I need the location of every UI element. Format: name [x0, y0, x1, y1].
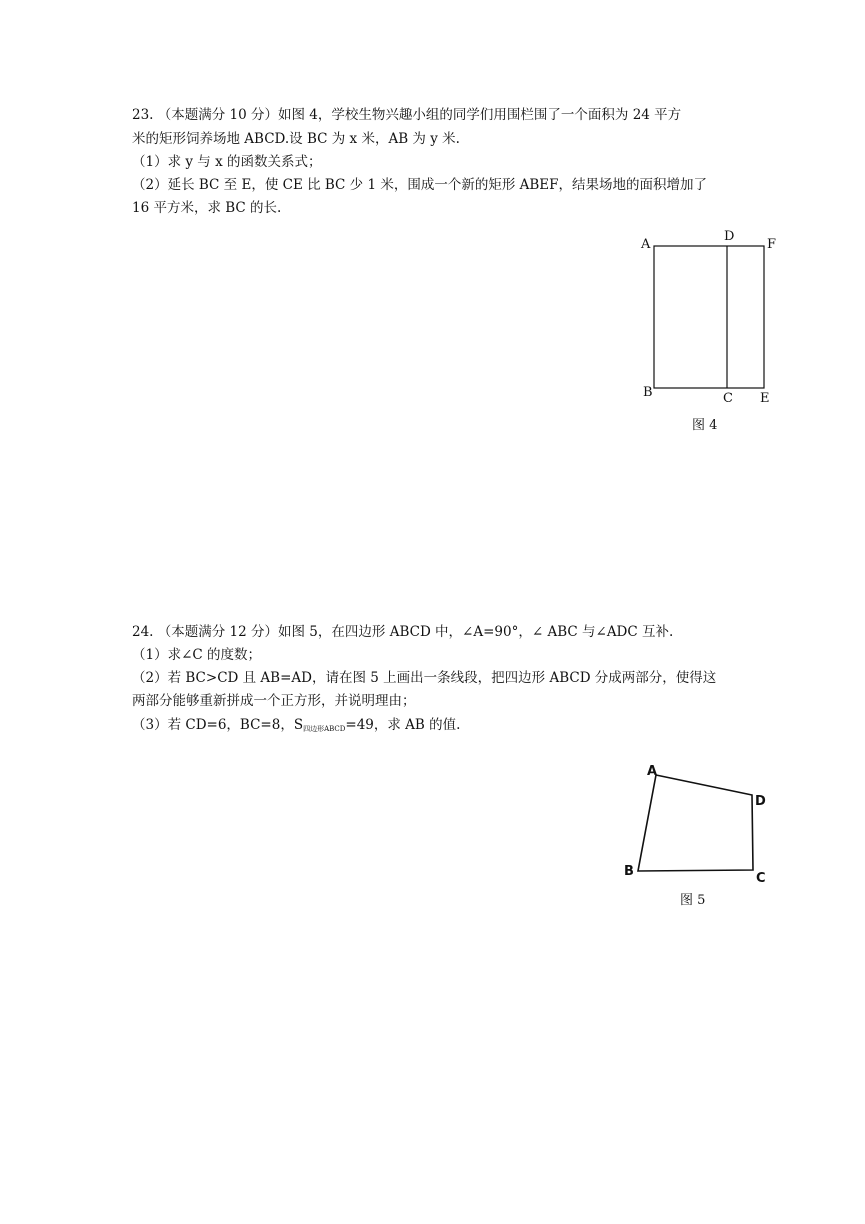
fig4-label-b: B	[643, 385, 653, 400]
fig4-caption: 图 4	[692, 418, 718, 433]
fig4-label-d: D	[724, 229, 735, 244]
fig5-label-d: D	[755, 794, 766, 809]
q23-line-5: 16 平方米，求 BC 的长.	[132, 200, 282, 216]
q23-part-2: （2）延长 BC 至 E，使 CE 比 BC 少 1 米，围成一个新的矩形 ABEF，结果场地的面积增加了	[132, 177, 708, 193]
quadrilateral-abcd	[638, 775, 753, 871]
fig5-label-c: C	[756, 871, 766, 886]
q24-part-3-pre: （3）若 CD=6，BC=8，S	[132, 717, 304, 733]
q24-part-3-post: =49，求 AB 的值.	[345, 717, 461, 733]
fig4-label-e: E	[760, 391, 770, 406]
q24-part-1: （1）求∠C 的度数；	[132, 647, 262, 663]
fig5-label-b: B	[624, 864, 634, 879]
fig5-caption: 图 5	[680, 893, 706, 908]
fig4-label-a: A	[641, 237, 651, 252]
fig4-label-c: C	[723, 391, 733, 406]
q24-area-subscript: 四边形ABCD	[303, 725, 346, 733]
fig4-label-f: F	[767, 237, 777, 252]
q24-part-2: （2）若 BC>CD 且 AB=AD，请在图 5 上画出一条线段，把四边形 ABCD 分成两部分，使得这	[132, 670, 717, 686]
q24-line-4: 两部分能够重新拼成一个正方形，并说明理由；	[132, 693, 416, 709]
q23-part-1: （1）求 y 与 x 的函数关系式；	[132, 154, 322, 170]
q23-line-1: 23. （本题满分 10 分）如图 4，学校生物兴趣小组的同学们用围栏围了一个面积为 24 平方	[132, 107, 682, 123]
fig5-label-a: A	[647, 764, 658, 779]
q24-line-1: 24. （本题满分 12 分）如图 5，在四边形 ABCD 中，∠A=90°，∠ ABC 与∠ADC 互补.	[132, 624, 674, 640]
q23-line-2: 米的矩形饲养场地 ABCD.设 BC 为 x 米，AB 为 y 米.	[132, 131, 460, 147]
